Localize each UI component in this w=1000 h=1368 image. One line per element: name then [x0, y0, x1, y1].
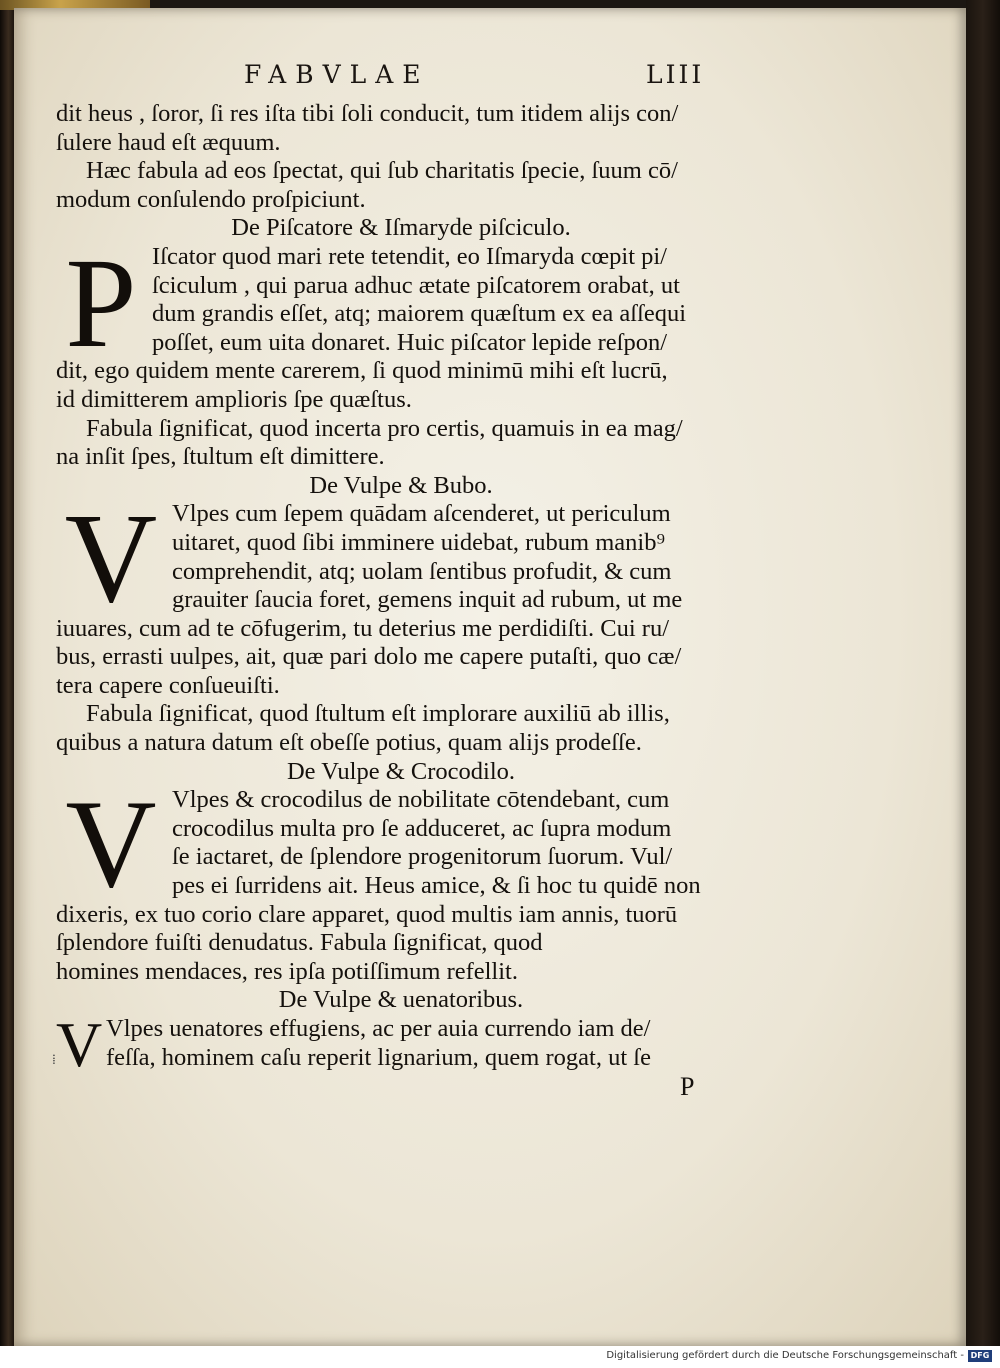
text-line: pes ei ſurridens ait. Heus amice, & ſi hoc tu quidē non	[172, 872, 701, 900]
text-line: Hæc fabula ad eos ſpectat, qui ſub charitatis ſpecie, ſuum cō/	[86, 157, 678, 185]
text-line: ſplendore fuiſti denudatus. Fabula ſignificat, quod	[56, 929, 543, 957]
drop-cap-paragraph	[56, 1015, 776, 1072]
text-line: na inſit ſpes, ſtultum eſt dimittere.	[56, 443, 385, 471]
fable-heading: De Vulpe & Crocodilo.	[286, 757, 516, 785]
drop-cap-paragraph	[56, 786, 776, 900]
text-line: feſſa, hominem caſu reperit lignarium, quem rogat, ut ſe	[106, 1043, 651, 1071]
drop-cap-initial: V	[65, 786, 157, 901]
text-line: Fabula ſignificat, quod incerta pro certis, quamuis in ea mag/	[86, 414, 683, 442]
text-line: Fabula ſignificat, quod ſtultum eſt implorare auxiliū ab illis,	[86, 700, 670, 728]
text-line: ſciculum , qui parua adhuc ætate piſcatorem orabat, ut	[152, 271, 680, 299]
text-line: quibus a natura datum eſt obeſſe potius, quam alijs prodeſſe.	[56, 729, 642, 757]
text-line: dixeris, ex tuo corio clare apparet, quod multis iam annis, tuorū	[56, 900, 678, 928]
text-line: ſe iactaret, de ſplendore progenitorum ſuorum. Vul/	[172, 843, 673, 871]
text-line: Vlpes uenatores effugiens, ac per auia currendo iam de/	[106, 1015, 651, 1042]
text-line: iuuares, cum ad te cōfugerim, tu deterius me perdidiſti. Cui ru/	[56, 614, 670, 642]
book-edge-right	[966, 0, 1000, 1350]
text-line: dum grandis eſſet, atq; maiorem quæſtum ex ea aſſequi	[152, 300, 687, 328]
fable-heading: De Vulpe & uenatoribus.	[278, 986, 524, 1014]
running-head-title: FABVLAE	[244, 60, 430, 89]
running-head	[0, 60, 1000, 96]
dfg-logo: DFG	[968, 1350, 992, 1362]
text-line: Vlpes & crocodilus de nobilitate cōtendebant, cum	[172, 786, 670, 814]
drop-cap-initial: P	[65, 242, 137, 358]
folio-number: LIII	[646, 60, 705, 89]
text-line: poſſet, eum uita donaret. Huic piſcator lepide reſpon/	[152, 328, 668, 356]
text-line: crocodilus multa pro ſe adduceret, ac ſupra modum	[172, 814, 672, 842]
text-line: Vlpes cum ſepem quādam aſcenderet, ut periculum	[172, 500, 671, 528]
text-line: homines mendaces, res ipſa potiſſimum refellit.	[56, 957, 518, 985]
text-line: grauiter ſaucia foret, gemens inquit ad rubum, ut me	[172, 586, 683, 614]
drop-cap-paragraph	[56, 500, 776, 614]
book-binding-left	[0, 0, 14, 1368]
drop-cap-initial: V	[64, 500, 158, 615]
fable-heading: De Piſcatore & Iſmaryde piſciculo.	[231, 214, 571, 242]
drop-cap-initial: V	[56, 1015, 103, 1073]
funding-credit: Digitalisierung gefördert durch die Deutsche Forschungsgemeinschaft -	[606, 1350, 964, 1361]
text-line: dit, ego quidem mente carerem, ſi quod minimū mihi eſt lucrū,	[56, 357, 668, 385]
text-line: id dimitterem amplioris ſpe quæſtus.	[56, 385, 412, 413]
page-text	[56, 100, 776, 1072]
drop-cap-paragraph	[56, 243, 776, 357]
text-line: bus, errasti uulpes, ait, quæ pari dolo me capere putaſti, quo cæ/	[56, 643, 682, 671]
fable-heading: De Vulpe & Bubo.	[309, 471, 493, 499]
text-line: tera capere conſueuiſti.	[56, 671, 280, 699]
signature-mark: P	[680, 1072, 695, 1101]
margin-mark: ⁞	[52, 1052, 56, 1068]
text-line: uitaret, quod ſibi imminere uidebat, rubum manib⁹	[172, 528, 665, 556]
text-line: modum conſulendo proſpiciunt.	[56, 185, 366, 213]
text-line: dit heus , ſoror, ſi res iſta tibi ſoli conducit, tum itidem alijs con/	[56, 100, 679, 127]
text-line: Iſcator quod mari rete tetendit, eo Iſmaryda cœpit pi/	[152, 242, 667, 270]
text-line: comprehendit, atq; uolam ſentibus profudit, & cum	[172, 557, 672, 585]
text-line: ſulere haud eſt æquum.	[56, 128, 281, 156]
